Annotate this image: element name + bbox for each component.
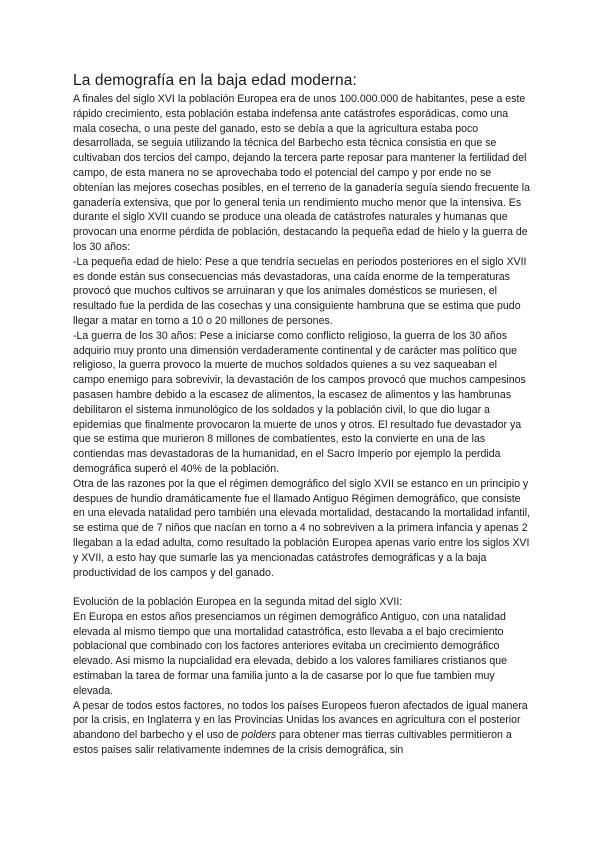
document-title: La demografía en la baja edad moderna: [73,72,357,89]
paragraph-thirty-years-war: -La guerra de los 30 años: Pese a iniciarse como conflicto religioso, la guerra de los 30 años adquirio muy pronto una dimensión verdaderamente continental y de carácter mas político que religioso, la guerra provoco la muerte de muchos soldados quienes a su vez saqueaban el campo enemigo para sobrevivir, la devastación de los campos provocó que muchos campesinos pasasen hambre debido a la escasez de alimentos, la escasez de alimentos y las hambrunas debilitaron el sistema inmunológico de los soldados y la población civil, lo que dio lugar a epidemias que finalmente provocaron la muerte de unos y otros. El resultado fue devastador ya que se estima que murieron 8 millones de combatientes, esto la convierte en una de las contiendas mas devastadoras de la humanidad, en el Sacro Imperio por ejemplo la perdida demográfica superó el 40% de la población. [73,329,526,475]
paragraph-text-after: para obtener mas tierras cultivables permitieron a estos paises salir relativamente indemnes de la crisis demográfica, sin [73,729,512,757]
document-page [73,72,531,758]
paragraph-crisis-differences [73,699,531,758]
paragraph-ice-age: -La pequeña edad de hielo: Pese a que tendría secuelas en periodos posteriores en el siglo XVII es donde están sus consecuencias más devastadoras, una caída enorme de la temperaturas provocó que muchos cultivos se arruinaran y que los animales domésticos se muriesen, el resultado fue la perdida de las cosechas y una consiguiente hambruna que se estima que pudo llegar a matar en torno a 10 o 20 millones de persones. [73,255,527,327]
paragraph-demographic-regime: En Europa en estos años presenciamos un régimen demográfico Antiguo, con una natalidad elevada al mismo tiempo que una mortalidad catastrófica, esto llevaba a el bajo crecimiento poblacional que combinado con los factores anteriores evitaba un crecimiento demográfico elevado. Asi mismo la nupcialidad era elevada, debido a los valores familiares cristianos que estimaban la tarea de formar una familia junto a la de casarse por lo que fue tambien muy elevada. [73,610,507,697]
paragraph-intro: A finales del siglo XVI la población Europea era de unos 100.000.000 de habitantes, pese a este rápido crecimiento, esta población estaba indefensa ante catástrofes esporádicas, como una mala cosecha, o una peste del ganado, esto se debía a que la agricultura estaba poco desarrollada, se seguia utilizando la técnica del Barbecho esta técnica consistia en que se cultivaban dos tercios del campo, dejando la tercera parte reposar para mantener la fertilidad del campo, de esta manera no se aprovechaba todo el potencial del campo y por ende no se obtenían las mejores cosechas posibles, en el terreno de la ganadería seguía siendo frecuente la ganadería extensiva, que por lo general tenia un rendimiento mucho menor que la intensiva. Es durante el siglo XVII cuando se produce una oleada de catástrofes naturales y humanas que provocan una enorme pérdida de población, destacando la pequeña edad de hielo y la guerra de los 30 años: [73,93,531,253]
paragraph-old-regime: Otra de las razones por la que el régimen demográfico del siglo XVII se estanco en un principio y despues de hundio dramáticamente fue el llamado Antiguo Régimen demográfico, que consiste en una elevada natalidad pero también una elevada mortalidad, destacando la mortalidad infantil, se estima que de 7 niños que nacían en torno a 4 no sobreviven a la primera infancia y apenas 2 llegaban a la edad adulta, como resultado la población Europea apenas vario entre los siglos XVI y XVII, a esto hay que sumarle las ya mencionadas catástrofes demográficas y a la baja productividad de los campos y del ganado. [73,477,531,579]
paragraph-spacer [73,580,531,595]
italic-term-polders: polders [241,729,277,742]
paragraph-text-before: A pesar de todos estos factores, no todos los países Europeos fueron afectados de igual manera por la crisis, en Inglaterra y en las Provincias Unidas los avances en agricultura con el posterior abandono del barbecho y el uso de [73,699,528,742]
section-heading: Evolución de la población Europea en la segunda mitad del siglo XVII: [73,596,403,609]
